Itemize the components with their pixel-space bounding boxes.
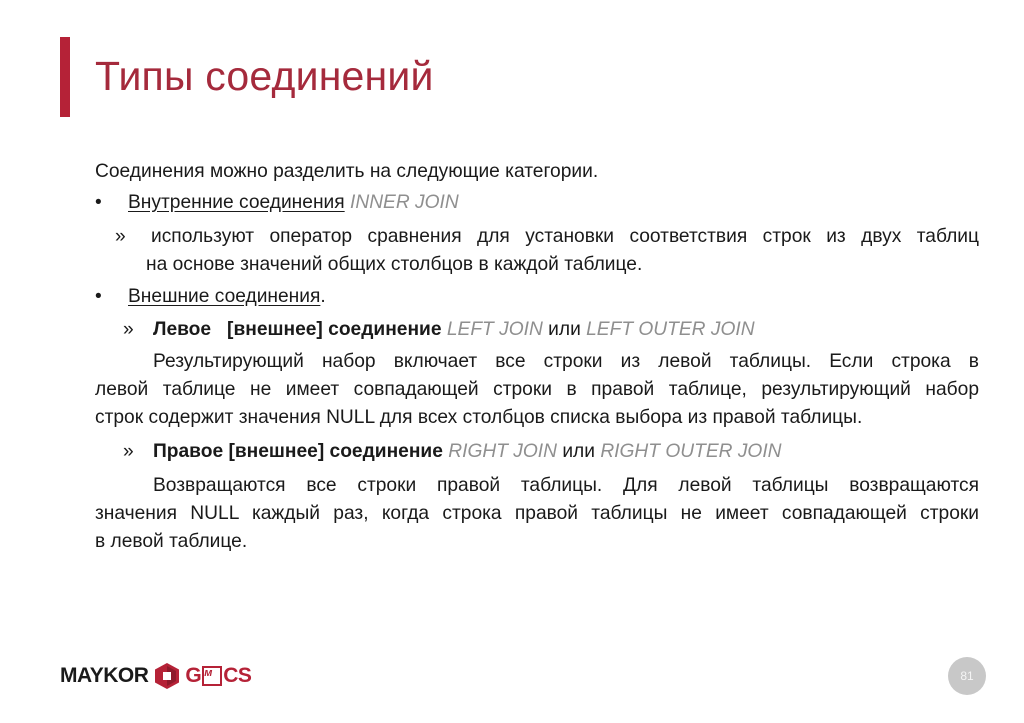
chevron-bullet-icon: » [115, 226, 126, 247]
inner-join-item [95, 189, 979, 220]
logo-text-g: G [185, 664, 202, 687]
outer-join-label-suffix: . [320, 286, 326, 307]
right-join-connector: или [562, 441, 595, 462]
chevron-bullet-icon: » [123, 319, 134, 340]
bullet-icon: • [95, 286, 102, 307]
right-outer-join-keyword: RIGHT OUTER JOIN [600, 441, 782, 462]
slide-title: Типы соединений [95, 53, 434, 99]
outer-join-item [95, 283, 979, 316]
left-join-heading [95, 316, 979, 348]
maykor-gmcs-logo [60, 661, 251, 691]
right-join-description-line-3: в левой таблице. [95, 531, 248, 552]
inner-join-label: Внутренние соединения [128, 192, 345, 213]
slide-body [95, 158, 979, 556]
left-join-connector: или [548, 319, 581, 340]
inner-join-keyword: INNER JOIN [350, 192, 459, 213]
left-join-description-line-2: левой таблице не имеет совпадающей строки в правой таблице, результирующий набор [95, 379, 979, 400]
left-join-label: Левое [внешнее] соединение [153, 319, 442, 340]
left-outer-join-keyword: LEFT OUTER JOIN [586, 319, 755, 340]
logo-box-glyph: м [204, 667, 212, 679]
hexagon-logo-icon [154, 662, 180, 690]
outer-join-label: Внешние соединения [128, 286, 321, 307]
right-join-heading [95, 438, 979, 472]
right-join-description-line-2: значения NULL каждый раз, когда строка правой таблицы не имеет совпадающей строки [95, 503, 979, 524]
left-join-description-line-3: строк содержит значения NULL для всех столбцов списка выбора из правой таблицы. [95, 407, 863, 428]
chevron-bullet-icon: » [123, 441, 134, 462]
logo-box-icon [202, 666, 222, 686]
left-join-description-line-1: Результирующий набор включает все строки из левой таблицы. Если строка в [153, 351, 979, 372]
logo-text-cs: CS [223, 664, 252, 687]
right-join-keyword: RIGHT JOIN [448, 441, 557, 462]
inner-join-desc-1 [95, 223, 979, 251]
left-join-keyword: LEFT JOIN [446, 319, 543, 340]
logo-text-maykor: MAYKOR [60, 664, 149, 687]
page-number-badge: 81 [948, 657, 986, 695]
intro-text: Соединения можно разделить на следующие категории. [95, 161, 599, 182]
right-join-description-line-1: Возвращаются все строки правой таблицы. Для левой таблицы возвращаются [153, 475, 979, 496]
inner-join-description-line-2: на основе значений общих столбцов в каждой таблице. [146, 254, 643, 275]
bullet-icon: • [95, 192, 102, 213]
inner-join-description-line-1: используют оператор сравнения для установки соответствия строк из двух таблиц [151, 226, 979, 247]
title-accent-bar [60, 37, 70, 117]
right-join-label: Правое [внешнее] соединение [153, 441, 443, 462]
